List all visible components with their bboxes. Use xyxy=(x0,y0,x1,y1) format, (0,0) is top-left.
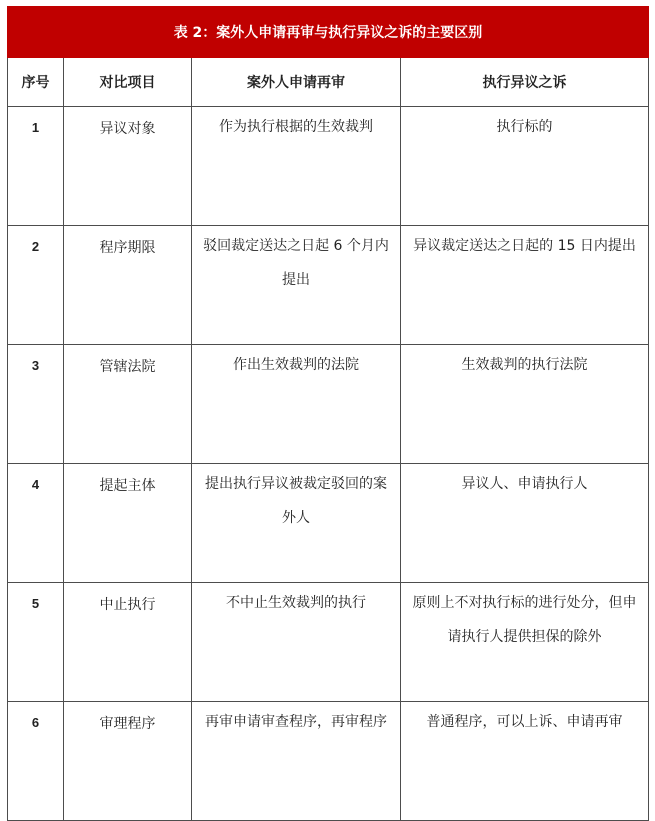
row-number: 2 xyxy=(8,226,64,345)
comparison-table xyxy=(7,6,649,821)
row-retrial xyxy=(192,702,401,821)
table-header-row xyxy=(8,58,649,107)
row-objection-text: 异议人、申请执行人 xyxy=(461,476,588,492)
row-item: 程序期限 xyxy=(64,226,192,345)
row-objection xyxy=(401,583,649,702)
table-row xyxy=(8,345,649,464)
table-row xyxy=(8,464,649,583)
table-row xyxy=(8,107,649,226)
row-objection-text: 原则上不对执行标的进行处分，但申请执行人提供担保的除外 xyxy=(412,595,637,645)
row-number: 3 xyxy=(8,345,64,464)
row-objection xyxy=(401,107,649,226)
row-objection xyxy=(401,226,649,345)
row-retrial xyxy=(192,226,401,345)
row-item: 管辖法院 xyxy=(64,345,192,464)
row-objection-text: 生效裁判的执行法院 xyxy=(461,357,588,373)
row-retrial xyxy=(192,107,401,226)
row-number: 4 xyxy=(8,464,64,583)
row-retrial-text: 驳回裁定送达之日起 6 个月内提出 xyxy=(203,238,389,288)
row-objection xyxy=(401,464,649,583)
table-title-row xyxy=(8,7,649,58)
header-item: 对比项目 xyxy=(64,58,192,107)
row-number: 6 xyxy=(8,702,64,821)
row-objection xyxy=(401,345,649,464)
table-row xyxy=(8,226,649,345)
table-row xyxy=(8,702,649,821)
row-number: 1 xyxy=(8,107,64,226)
row-item: 提起主体 xyxy=(64,464,192,583)
row-objection-text: 执行标的 xyxy=(496,119,553,135)
row-objection-text: 普通程序，可以上诉、申请再审 xyxy=(426,714,623,730)
header-retrial: 案外人申请再审 xyxy=(192,58,401,107)
row-retrial xyxy=(192,345,401,464)
header-objection: 执行异议之诉 xyxy=(401,58,649,107)
row-retrial-text: 提出执行异议被裁定驳回的案外人 xyxy=(205,476,387,526)
row-retrial xyxy=(192,464,401,583)
row-item: 中止执行 xyxy=(64,583,192,702)
header-number: 序号 xyxy=(8,58,64,107)
row-objection-text: 异议裁定送达之日起的 15 日内提出 xyxy=(413,238,636,254)
table-title: 表 2：案外人申请再审与执行异议之诉的主要区别 xyxy=(8,7,649,58)
row-item: 异议对象 xyxy=(64,107,192,226)
row-retrial-text: 作出生效裁判的法院 xyxy=(233,357,359,373)
table-row xyxy=(8,583,649,702)
row-retrial-text: 再审申请审查程序，再审程序 xyxy=(205,714,387,730)
row-objection xyxy=(401,702,649,821)
row-retrial-text: 不中止生效裁判的执行 xyxy=(226,595,366,611)
row-item: 审理程序 xyxy=(64,702,192,821)
row-retrial-text: 作为执行根据的生效裁判 xyxy=(219,119,373,135)
comparison-table-container xyxy=(7,6,648,748)
row-retrial xyxy=(192,583,401,702)
row-number: 5 xyxy=(8,583,64,702)
